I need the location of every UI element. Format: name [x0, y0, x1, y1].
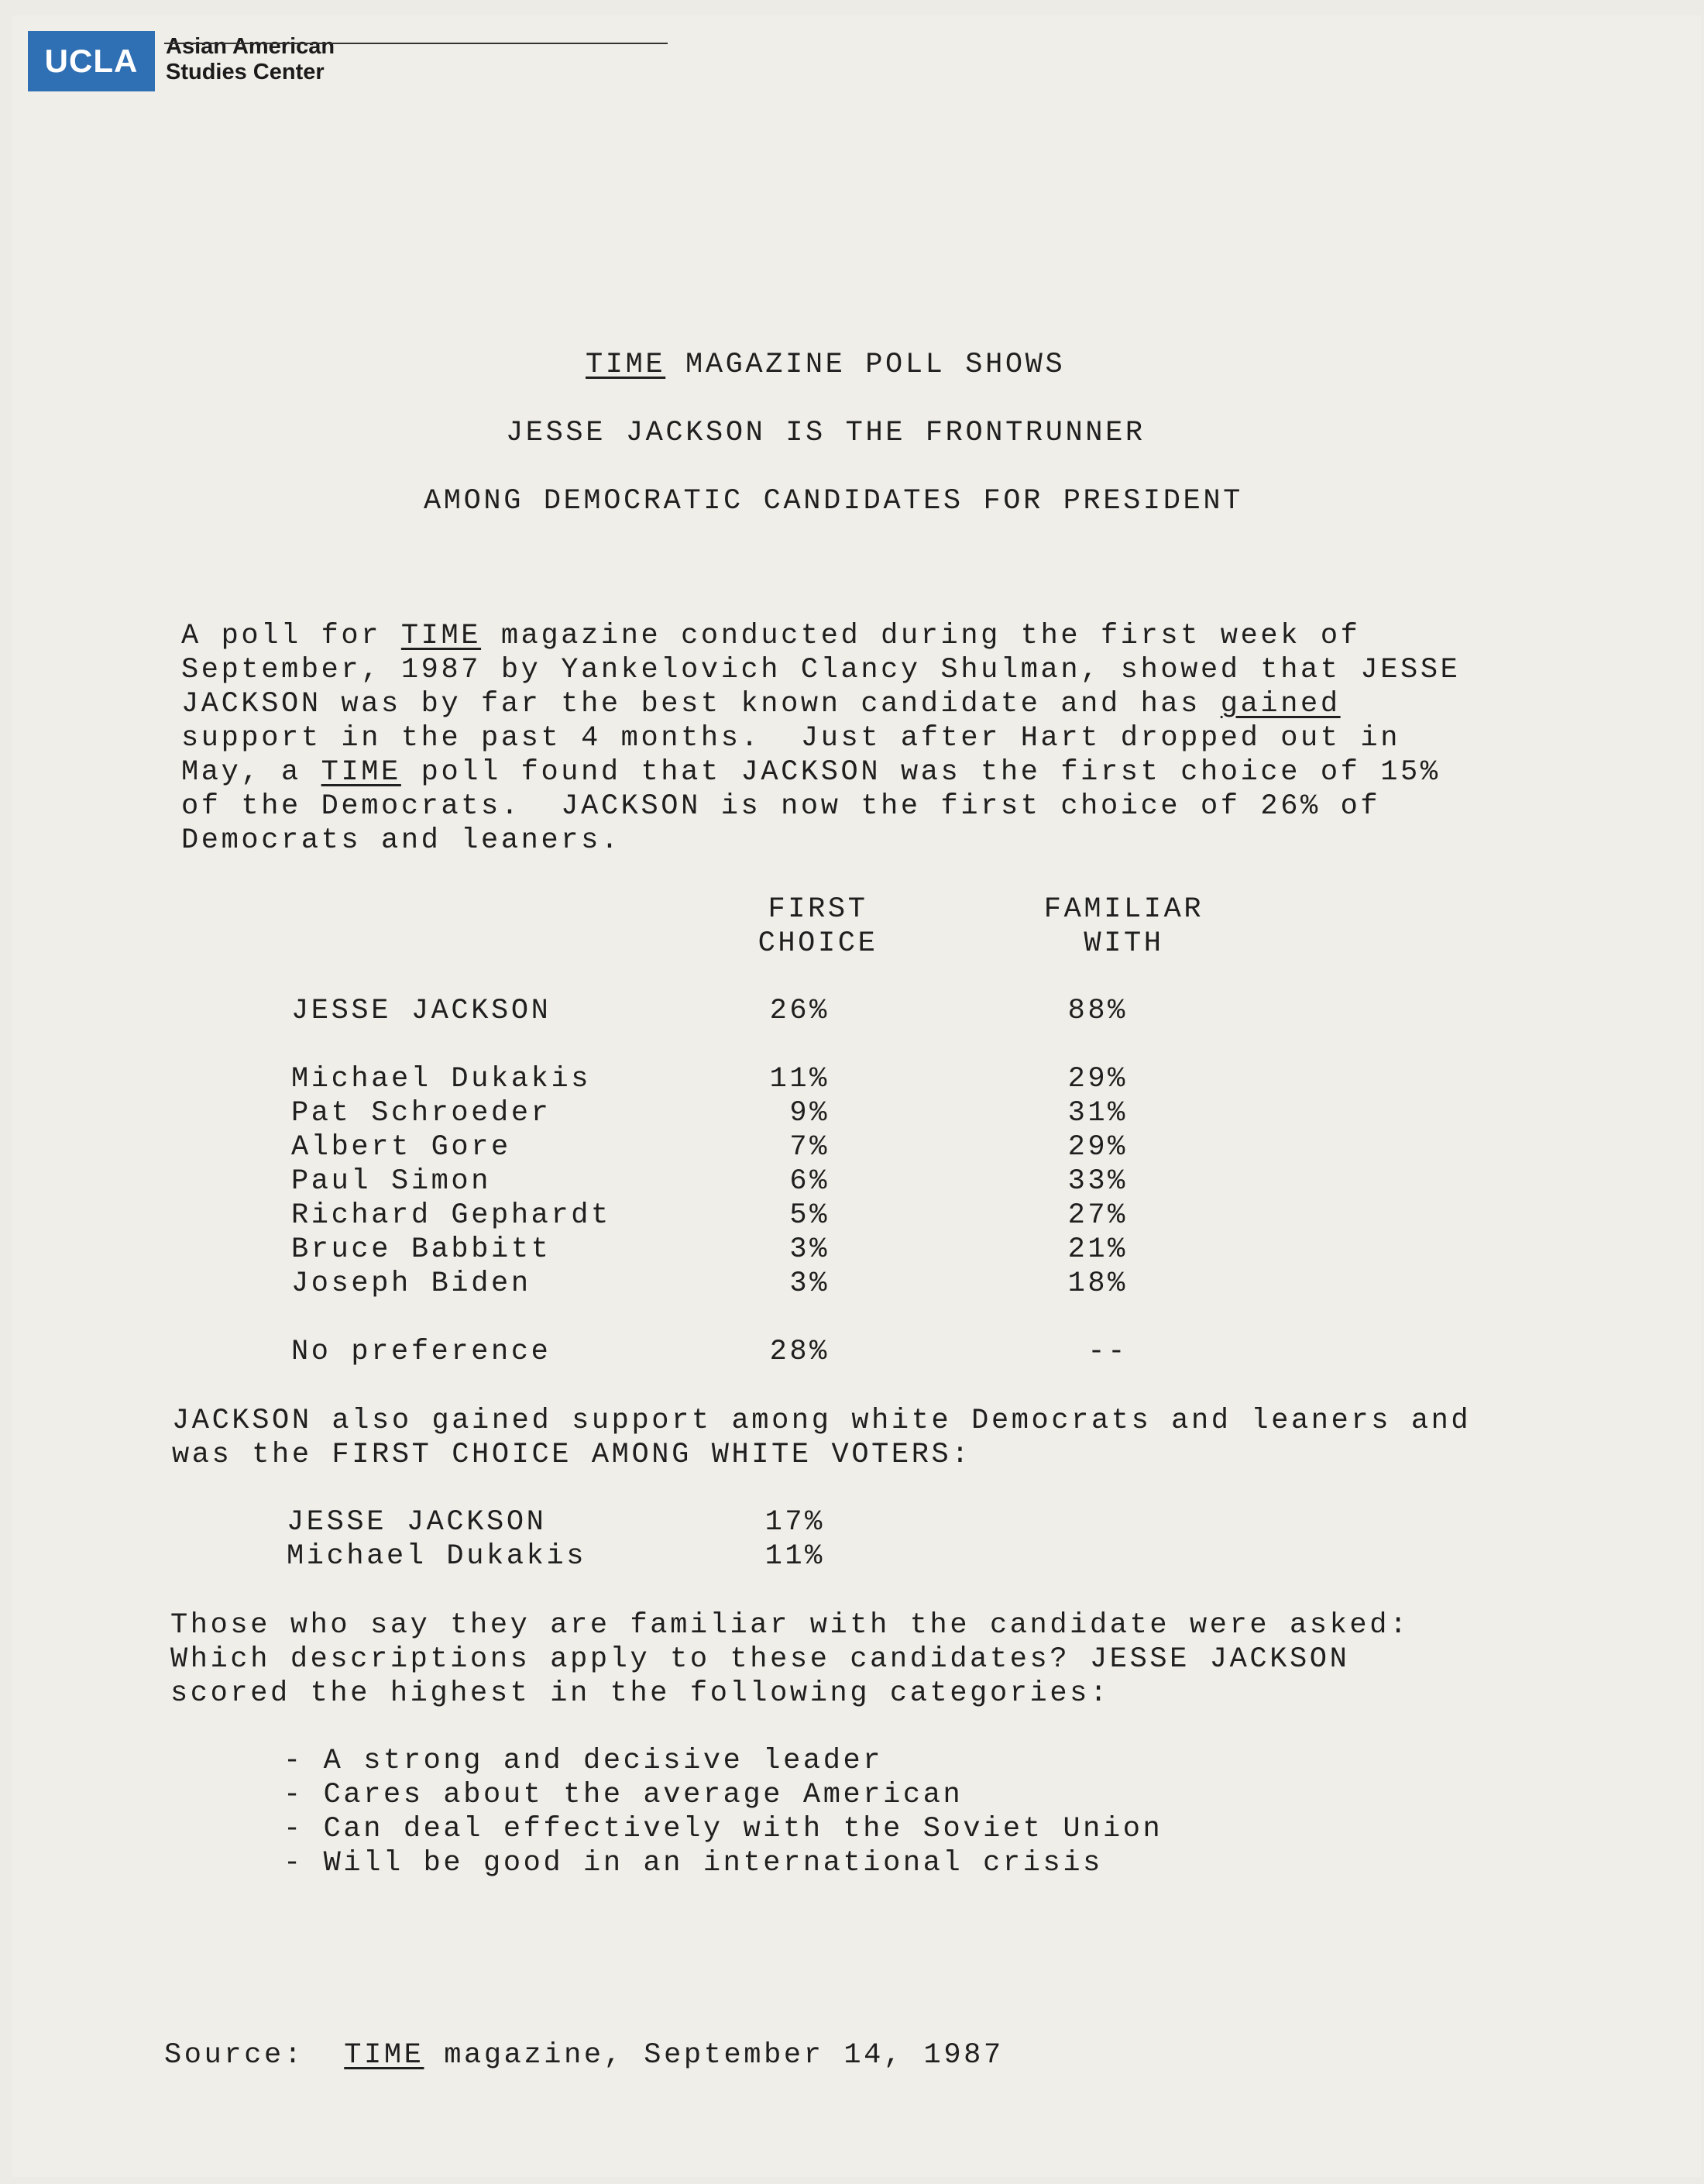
intro-l1c: magazine conducted during the first week of	[481, 620, 1361, 652]
table-row	[287, 1506, 1216, 1540]
intro-l1a: A poll for	[181, 620, 401, 652]
candidate-name: Richard Gephardt	[291, 1199, 611, 1232]
title-line-3: AMONG DEMOCRATIC CANDIDATES FOR PRESIDENT	[424, 485, 1243, 518]
familiar-value: 27%	[1067, 1199, 1128, 1232]
intro-l5a: May, a	[181, 756, 321, 789]
first-choice-value: 28%	[769, 1336, 830, 1368]
intro-line-7: Democrats and leaners.	[181, 824, 621, 857]
title-line-1	[586, 349, 1065, 381]
intro-time-1: TIME	[400, 620, 482, 652]
logo-line-2: Studies Center	[166, 60, 325, 84]
table-row	[291, 1199, 1221, 1233]
first-choice-value: 3%	[789, 1267, 830, 1300]
first-choice-value: 5%	[789, 1199, 830, 1232]
intro-line-2: September, 1987 by Yankelovich Clancy Shulman, showed that JESSE	[181, 654, 1461, 686]
ucla-badge: UCLA	[28, 31, 155, 91]
table-row	[287, 1540, 1216, 1574]
title-line-2: JESSE JACKSON IS THE FRONTRUNNER	[506, 417, 1146, 449]
table-row	[291, 995, 1221, 1029]
table-row	[291, 1165, 1221, 1199]
table-row	[291, 1336, 1221, 1370]
header-familiar-with: FAMILIAR WITH	[1043, 893, 1204, 960]
intro-time-2: TIME	[321, 756, 401, 789]
descriptions-paragraph: Those who say they are familiar with the candidate were asked: Which descriptions apply to these candidates? JESSE JACKSON scored the highest in the following categories:	[170, 1609, 1410, 1710]
candidate-name: Paul Simon	[291, 1165, 492, 1198]
intro-line-1	[181, 620, 1360, 652]
white-voter-value: 17%	[764, 1506, 825, 1539]
familiar-value: 29%	[1067, 1063, 1128, 1095]
familiar-value: 33%	[1067, 1165, 1128, 1198]
first-choice-value: 11%	[769, 1063, 830, 1095]
familiar-value: 18%	[1067, 1267, 1128, 1300]
intro-l5c: poll found that JACKSON was the first choice of 15%	[400, 756, 1441, 789]
list-item: - Can deal effectively with the Soviet Union	[283, 1813, 1163, 1845]
table-row	[291, 1233, 1221, 1267]
intro-gained: gained	[1220, 688, 1341, 721]
candidate-name: Albert Gore	[291, 1131, 511, 1164]
first-choice-value: 6%	[789, 1165, 830, 1198]
intro-line-4: support in the past 4 months. Just after Hart dropped out in	[181, 722, 1401, 755]
list-item: - Will be good in an international crisis	[283, 1847, 1103, 1880]
first-choice-value: 26%	[769, 995, 830, 1027]
intro-l3a: JACKSON was by far the best known candidate and has	[181, 688, 1221, 721]
candidate-name: No preference	[291, 1336, 551, 1368]
first-choice-value: 3%	[789, 1233, 830, 1266]
familiar-value: 29%	[1067, 1131, 1128, 1164]
candidate-name: Michael Dukakis	[287, 1540, 587, 1573]
candidate-name: Joseph Biden	[291, 1267, 531, 1300]
first-choice-value: 7%	[789, 1131, 830, 1164]
source-label: Source:	[164, 2039, 345, 2072]
candidate-name: JESSE JACKSON	[287, 1506, 547, 1539]
white-voter-value: 11%	[764, 1540, 825, 1573]
candidate-name: Bruce Babbitt	[291, 1233, 551, 1266]
table-row	[291, 1131, 1221, 1165]
title-time: TIME	[586, 349, 666, 381]
logo-caption	[155, 31, 335, 91]
candidate-name: Michael Dukakis	[291, 1063, 592, 1095]
familiar-value: 88%	[1067, 995, 1128, 1027]
source-rest: magazine, September 14, 1987	[424, 2039, 1004, 2072]
table-row	[291, 1097, 1221, 1131]
document-page	[12, 15, 1701, 2177]
header-first-choice: FIRST CHOICE	[758, 893, 878, 960]
list-item: - A strong and decisive leader	[283, 1745, 884, 1777]
title-line-1-rest: MAGAZINE POLL SHOWS	[665, 349, 1066, 381]
candidate-name: Pat Schroeder	[291, 1097, 551, 1130]
candidate-name: JESSE JACKSON	[291, 995, 551, 1027]
familiar-value: --	[1087, 1336, 1128, 1368]
table-row	[291, 1063, 1221, 1097]
intro-line-6: of the Democrats. JACKSON is now the first choice of 26% of	[181, 790, 1381, 823]
intro-line-5	[181, 756, 1441, 789]
familiar-value: 31%	[1067, 1097, 1128, 1130]
table-row	[291, 1267, 1221, 1302]
white-voters-paragraph: JACKSON also gained support among white Democrats and leaners and was the FIRST CHOICE AMONG WHITE VOTERS:	[172, 1405, 1472, 1471]
logo-line-1: Asian American	[166, 34, 335, 59]
intro-line-3	[181, 688, 1341, 721]
familiar-value: 21%	[1067, 1233, 1128, 1266]
list-item: - Cares about the average American	[283, 1779, 964, 1811]
first-choice-value: 9%	[789, 1097, 830, 1130]
header-rule	[164, 43, 668, 44]
source-publication: TIME	[344, 2039, 424, 2072]
ucla-logo	[28, 31, 335, 91]
source-line	[164, 2039, 1004, 2072]
